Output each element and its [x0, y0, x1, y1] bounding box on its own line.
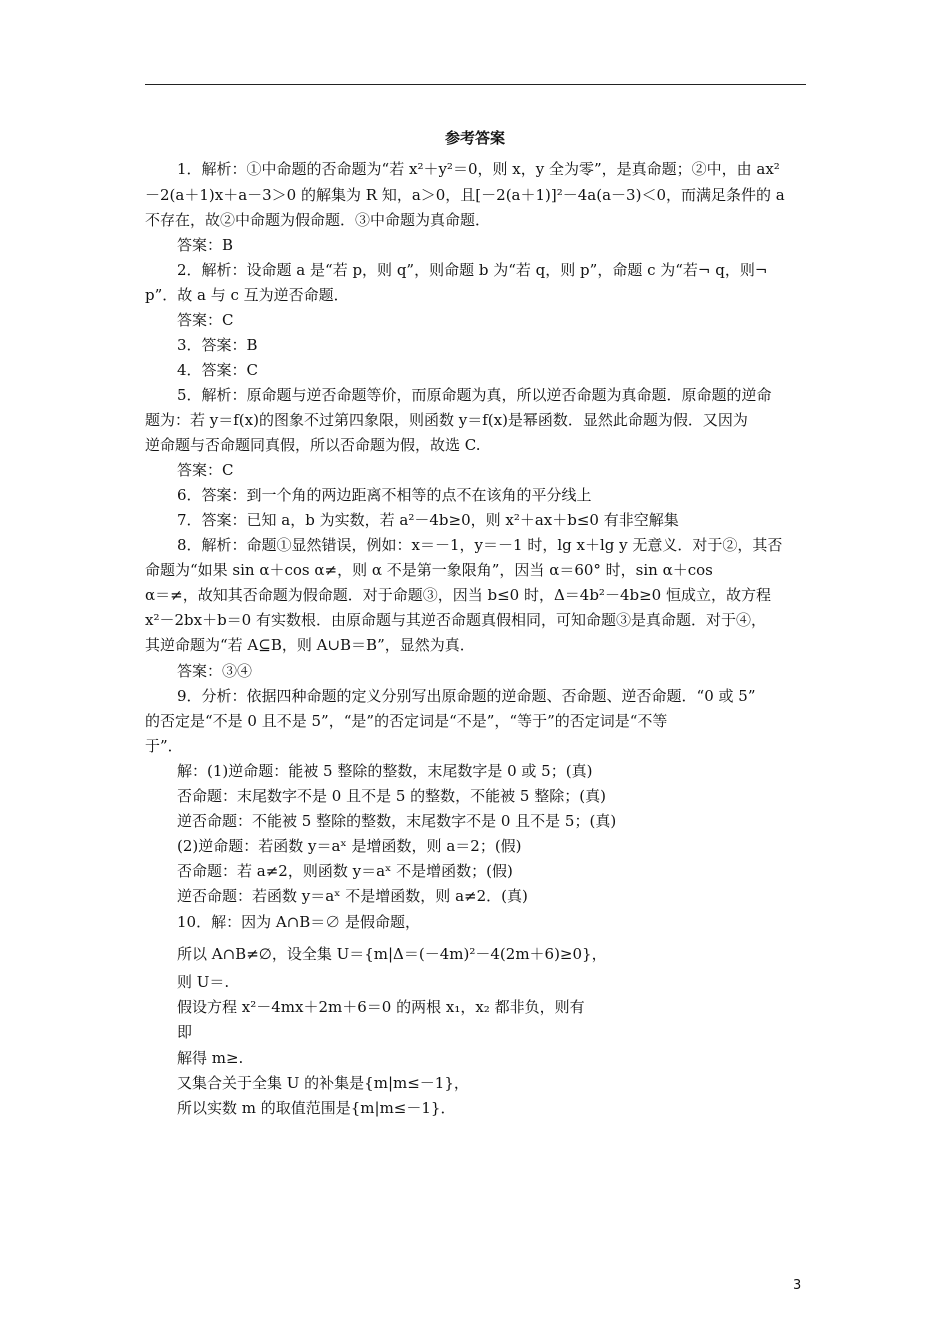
answer-line: 答案：B [177, 236, 234, 254]
text-line: 又集合关于全集 U 的补集是{m|m≤－1}， [177, 1074, 469, 1092]
text-line: 即 [177, 1023, 193, 1041]
answer-line: 4．答案：C [177, 361, 259, 379]
text-line: 于”． [145, 737, 183, 755]
text-line: 其逆命题为“若 A⊆B，则 A∪B＝B”，显然为真． [145, 636, 475, 654]
answer-line: 答案：C [177, 461, 234, 479]
page-number: 3 [793, 1278, 802, 1293]
page-title: 参考答案 [444, 129, 505, 147]
text-line: 逆命题与否命题同真假，所以否命题为假，故选 C. [145, 436, 481, 454]
text-line: 则 U＝. [177, 973, 230, 991]
text-line: 题为：若 y＝f(x)的图象不过第四象限，则函数 y＝f(x)是幂函数．显然此命题为假．又因为 [145, 411, 748, 429]
text-line: 逆否命题：若函数 y＝aˣ 不是增函数，则 a≠2．(真) [177, 887, 528, 905]
text-line: 命题为“如果 sin α＋cos α≠，则 α 不是第一象限角”，因当 α＝60° 时，sin α＋cos [145, 561, 713, 579]
text-line: (2)逆命题：若函数 y＝aˣ 是增函数，则 a＝2；(假) [177, 837, 522, 855]
text-line: 逆否命题：不能被 5 整除的整数，末尾数字不是 0 且不是 5；(真) [177, 812, 617, 830]
text-line: x²－2bx＋b＝0 有实数根．由原命题与其逆否命题真假相同，可知命题③是真命题．对于④， [145, 611, 766, 629]
text-line: 8．解析：命题①显然错误，例如：x＝－1，y＝－1 时，lg x＋lg y 无意义．对于②，其否 [177, 536, 783, 554]
text-line: 解：(1)逆命题：能被 5 整除的整数，末尾数字是 0 或 5；(真) [177, 762, 593, 780]
text-line: 10．解：因为 A∩B＝∅ 是假命题， [177, 913, 421, 931]
answer-line: 答案：C [177, 311, 234, 329]
text-line: 假设方程 x²－4mx＋2m＋6＝0 的两根 x₁，x₂ 都非负，则有 [177, 998, 585, 1016]
text-line: 5．解析：原命题与逆否命题等价，而原命题为真，所以逆否命题为真命题．原命题的逆命 [177, 386, 772, 404]
text-line: 所以实数 m 的取值范围是{m|m≤－1}． [177, 1099, 456, 1117]
text-line: 2．解析：设命题 a 是“若 p，则 q”，则命题 b 为“若 q，则 p”，命题 c 为“若¬ q，则¬ [177, 261, 768, 279]
header-rule [145, 84, 806, 85]
text-line: 解得 m≥. [177, 1049, 244, 1067]
text-line: －2(a＋1)x＋a－3＞0 的解集为 R 知，a＞0，且[－2(a＋1)]²－4a(a－3)＜0，而满足条件的 a [145, 186, 785, 204]
text-line: 9．分析：依据四种命题的定义分别写出原命题的逆命题、否命题、逆否命题．“0 或 5” [177, 687, 756, 705]
text-line: 的否定是“不是 0 且不是 5”，“是”的否定词是“不是”，“等于”的否定词是“不等 [145, 712, 668, 730]
answer-line: 7．答案：已知 a，b 为实数，若 a²－4b≥0，则 x²＋ax＋b≤0 有非空解集 [177, 511, 679, 529]
text-line: 所以 A∩B≠∅，设全集 U＝{m|Δ＝(－4m)²－4(2m＋6)≥0}， [177, 945, 607, 963]
answer-line: 3．答案：B [177, 336, 258, 354]
answer-line: 6．答案：到一个角的两边距离不相等的点不在该角的平分线上 [177, 486, 592, 504]
text-line: 不存在，故②中命题为假命题．③中命题为真命题． [145, 211, 491, 229]
text-line: 1．解析：①中命题的否命题为“若 x²＋y²＝0，则 x，y 全为零”，是真命题；②中，由 ax² [177, 160, 780, 178]
text-line: α＝≠，故知其否命题为假命题．对于命题③，因当 b≤0 时，Δ＝4b²－4b≥0 恒成立，故方程 [145, 586, 771, 604]
answer-line: 答案：③④ [177, 662, 253, 680]
text-line: p”．故 a 与 c 互为逆否命题． [145, 286, 349, 304]
text-line: 否命题：末尾数字不是 0 且不是 5 的整数，不能被 5 整除；(真) [177, 787, 606, 805]
text-line: 否命题：若 a≠2，则函数 y＝aˣ 不是增函数；(假) [177, 862, 513, 880]
